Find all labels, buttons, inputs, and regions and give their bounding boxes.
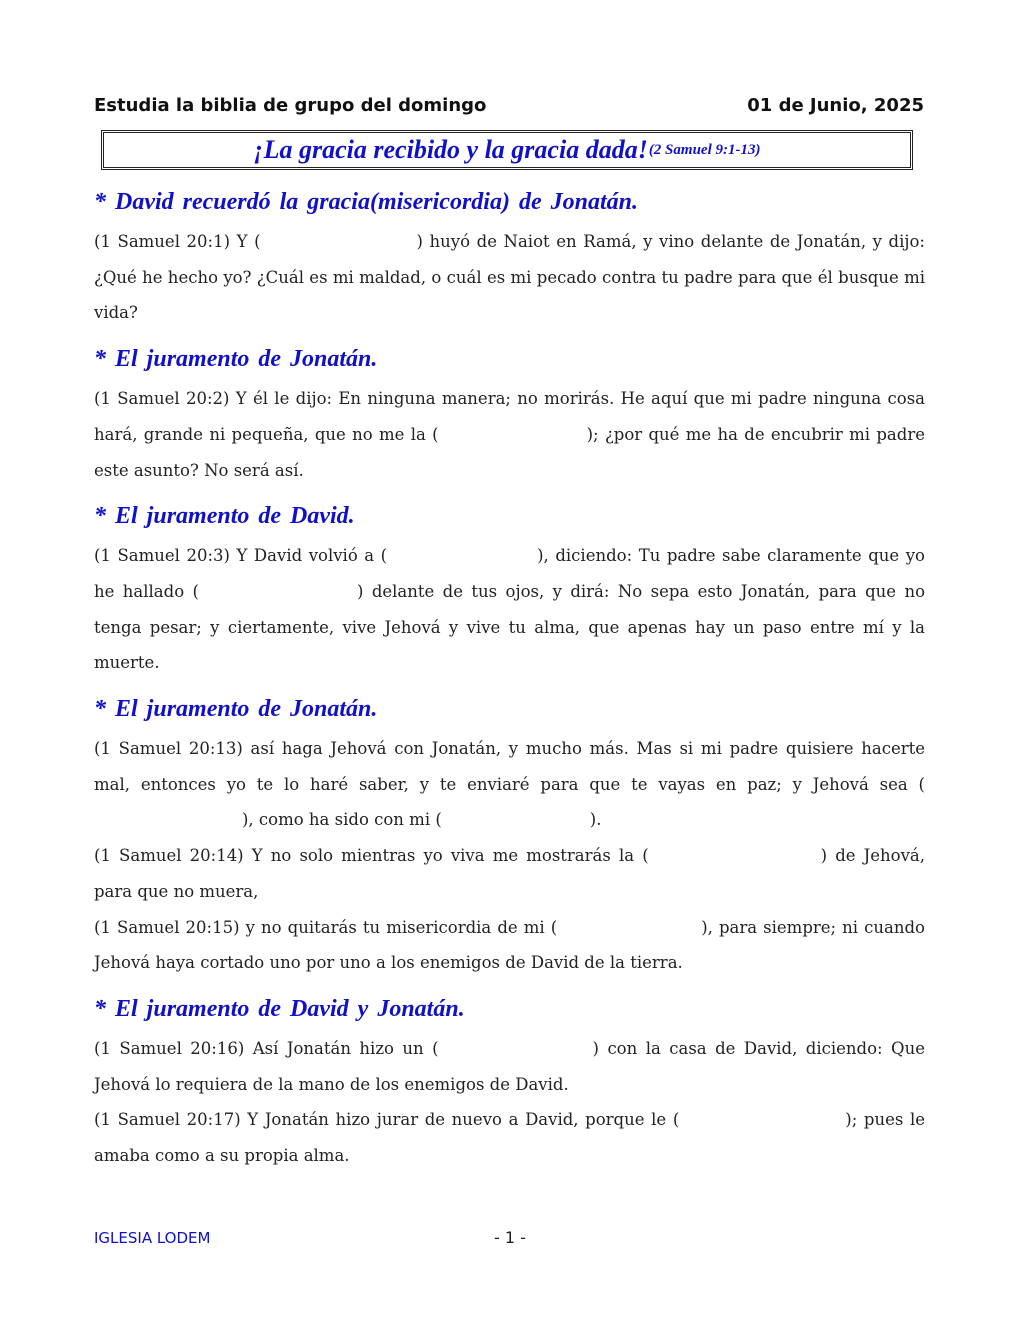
verse-fragment: ), diciendo: Tu padre sabe claramente que yo he hallado (	[94, 546, 925, 601]
lesson-title-box	[101, 130, 913, 170]
page-number: - 1 -	[494, 1228, 526, 1247]
section-heading: * El juramento de Jonatán.	[94, 346, 378, 373]
study-section	[94, 498, 925, 681]
verse-fragment: (1 Samuel 20:2) Y él le dijo: En ninguna manera; no morirás. He aquí que mi padre ninguna cosa hará, grande ni pequeña, que no me la (	[94, 389, 925, 444]
verse-fragment: (1 Samuel 20:3) Y David volvió a (	[94, 546, 388, 566]
verse-fragment: (1 Samuel 20:1) Y (	[94, 232, 261, 251]
verse-fragment: ) delante de tus ojos, y dirá: No sepa esto Jonatán, para que no tenga pesar; y ciertamente, vive Jehová y vive tu alma, que apenas hay un paso entre mí y la muerte.	[94, 581, 925, 673]
section-heading: * David recuerdó la gracia(misericordia) de Jonatán.	[94, 189, 638, 215]
verse-fragment: ).	[589, 810, 602, 830]
verse-fragment: ); ¿por qué me ha de encubrir mi padre este asunto? No será así.	[94, 424, 925, 480]
verse-fragment: (1 Samuel 20:17) Y Jonatán hizo jurar de nuevo a David, porque le (	[94, 1110, 680, 1130]
verse-fragment: (1 Samuel 20:13) así haga Jehová con Jonatán, y mucho más. Mas si mi padre quisiere hacerte mal, entonces yo te lo haré saber, y te enviaré para que te vayas en paz; y Jehová sea (	[94, 739, 925, 794]
verse-fragment: (1 Samuel 20:14) Y no solo mientras yo viva me mostrarás la (	[94, 846, 649, 866]
verse-fragment: ); pues le amaba como a su propia alma.	[94, 1110, 925, 1166]
verse-fragment: (1 Samuel 20:15) y no quitarás tu misericordia de mi (	[94, 917, 558, 937]
section-heading: * El juramento de David.	[94, 503, 355, 530]
verse-fragment: ), para siempre; ni cuando Jehová haya cortado uno por uno a los enemigos de David de la tierra.	[94, 917, 925, 973]
verse-fragment: ) huyó de Naiot en Ramá, y vino delante de Jonatán, y dijo: ¿Qué he hecho yo? ¿Cuál es mi maldad, o cuál es mi pecado contra tu padre para que él busque mi vida?	[94, 232, 925, 323]
verse-text	[94, 224, 925, 331]
verse-text	[94, 538, 925, 681]
verse-text	[94, 910, 925, 981]
study-section	[94, 184, 925, 331]
header-date: 01 de Junio, 2025	[747, 94, 924, 116]
study-section	[94, 341, 925, 488]
church-name: IGLESIA LODEM	[94, 1229, 211, 1247]
verse-text	[94, 381, 925, 488]
lesson-title: ¡La gracia recibido y la gracia dada!	[253, 135, 648, 164]
verse-text	[94, 838, 925, 909]
page-header	[94, 92, 924, 118]
study-section	[94, 991, 925, 1174]
verse-fragment: ) con la casa de David, diciendo: Que Jehová lo requiera de la mano de los enemigos de David.	[94, 1038, 925, 1094]
section-heading: * El juramento de Jonatán.	[94, 696, 378, 723]
verse-text	[94, 1031, 925, 1102]
verse-fragment: (1 Samuel 20:16) Así Jonatán hizo un (	[94, 1038, 439, 1058]
verse-fragment: ), como ha sido con mi (	[242, 810, 442, 830]
verse-text	[94, 731, 925, 838]
header-title: Estudia la biblia de grupo del domingo	[94, 94, 487, 116]
lesson-reference: (2 Samuel 9:1-13)	[648, 141, 761, 158]
study-section	[94, 691, 925, 981]
section-heading: * El juramento de David y Jonatán.	[94, 995, 465, 1022]
verse-fragment: ) de Jehová, para que no muera,	[94, 846, 925, 901]
study-content	[94, 184, 925, 1184]
verse-text	[94, 1102, 925, 1173]
